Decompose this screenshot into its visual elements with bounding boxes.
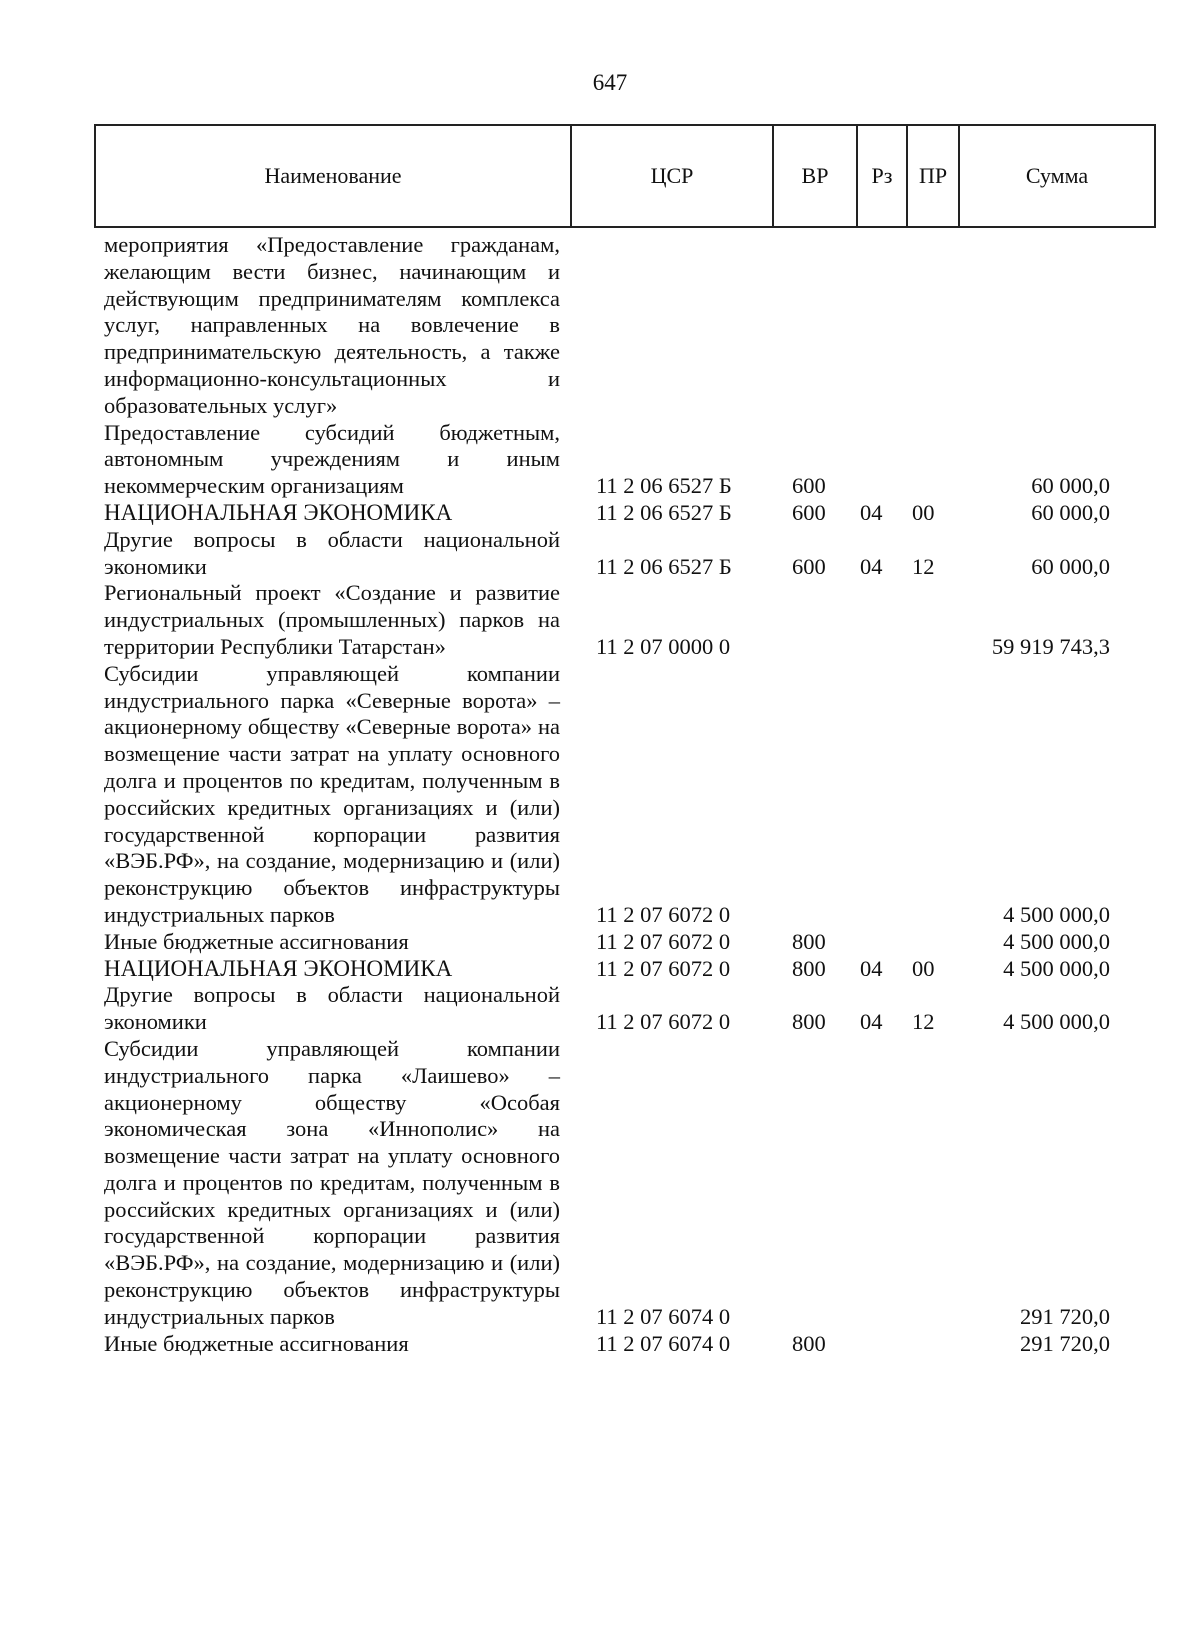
table-row (104, 956, 1164, 983)
row-pr: 12 (912, 1009, 935, 1035)
table-row (104, 1331, 1164, 1358)
table-row (104, 661, 1164, 929)
row-name: Субсидии управляющей компании индустриального парка «Северные ворота» – акционерному обществу «Северные ворота» на возмещение части затрат на уплату основного долга и процентов по кредитам, полученным в российских кредитных организациях и (или) государственной корпорации развития «ВЭБ.РФ», на создание, модернизацию и (или) реконструкцию объектов инфраструктуры индустриальных парков (104, 660, 560, 927)
row-sum: 60 000,0 (1031, 473, 1110, 499)
column-header-sum: Сумма (1025, 163, 1089, 188)
row-csr: 11 2 07 6072 0 (596, 955, 731, 981)
row-pr: 12 (912, 553, 935, 579)
row-name: Субсидии управляющей компании индустриального парка «Лаишево» – акционерному обществу «Особая экономическая зона «Иннополис» на возмещение части затрат на уплату основного долга и процентов по кредитам, полученным в российских кредитных организациях и (или) государственной корпорации развития «ВЭБ.РФ», на создание, модернизацию и (или) реконструкцию объектов инфраструктуры индустриальных парков (104, 1035, 560, 1329)
table-row (104, 982, 1164, 1036)
row-sum: 59 919 743,3 (991, 633, 1110, 659)
row-csr: 11 2 06 6527 Б (596, 499, 732, 525)
row-csr: 11 2 07 0000 0 (596, 633, 731, 659)
table-row (104, 232, 1164, 420)
row-csr: 11 2 06 6527 Б (596, 473, 732, 499)
row-pr: 00 (912, 499, 935, 525)
row-name: НАЦИОНАЛЬНАЯ ЭКОНОМИКА (104, 955, 453, 981)
table-row (104, 580, 1164, 660)
row-csr: 11 2 07 6072 0 (596, 928, 731, 954)
row-name: Предоставление субсидий бюджетным, автономным учреждениям и иным некоммерческим организациям (104, 419, 560, 499)
row-name: Другие вопросы в области национальной экономики (104, 982, 560, 1035)
row-sum: 4 500 000,0 (1003, 928, 1110, 954)
page-number: 647 (592, 70, 628, 95)
row-name: Иные бюджетные ассигнования (104, 1330, 409, 1356)
column-header-pr: ПР (908, 126, 960, 226)
table-row (104, 929, 1164, 956)
row-vr: 800 (792, 1009, 826, 1035)
column-header-vr: ВР (774, 126, 858, 226)
row-csr: 11 2 06 6527 Б (596, 553, 732, 579)
table-row (104, 500, 1164, 527)
row-rz: 04 (860, 499, 883, 525)
row-sum: 291 720,0 (1020, 1303, 1110, 1329)
table-body (104, 232, 1164, 1357)
row-vr: 600 (792, 553, 826, 579)
table-row (104, 527, 1164, 581)
row-sum: 291 720,0 (1020, 1330, 1110, 1356)
row-name: мероприятия «Предоставление гражданам, желающим вести бизнес, начинающим и действующим предпринимателям комплекса услуг, направленных на вовлечение в предпринимательскую деятельность, а также информационно-консультационных и образовательных услуг» (104, 232, 560, 418)
row-sum: 4 500 000,0 (1003, 1009, 1110, 1035)
row-rz: 04 (860, 553, 883, 579)
row-vr: 800 (792, 1330, 826, 1356)
row-vr: 600 (792, 473, 826, 499)
row-csr: 11 2 07 6074 0 (596, 1330, 731, 1356)
column-header-name: Наименование (96, 126, 572, 226)
row-vr: 800 (792, 955, 826, 981)
row-sum: 60 000,0 (1031, 553, 1110, 579)
row-rz: 04 (860, 955, 883, 981)
row-csr: 11 2 07 6072 0 (596, 901, 731, 927)
row-csr: 11 2 07 6072 0 (596, 1009, 731, 1035)
table-header (94, 124, 1156, 228)
row-name: Иные бюджетные ассигнования (104, 928, 409, 954)
row-pr: 00 (912, 955, 935, 981)
row-vr: 800 (792, 928, 826, 954)
row-rz: 04 (860, 1009, 883, 1035)
row-name: НАЦИОНАЛЬНАЯ ЭКОНОМИКА (104, 499, 453, 525)
row-vr: 600 (792, 499, 826, 525)
column-header-csr: ЦСР (572, 126, 774, 226)
table-row (104, 420, 1164, 500)
table-row (104, 1036, 1164, 1331)
column-header-rz: Рз (858, 126, 908, 226)
row-sum: 4 500 000,0 (1003, 901, 1110, 927)
row-csr: 11 2 07 6074 0 (596, 1303, 731, 1329)
row-sum: 4 500 000,0 (1003, 955, 1110, 981)
row-name: Другие вопросы в области национальной экономики (104, 526, 560, 579)
row-name: Региональный проект «Создание и развитие индустриальных (промышленных) парков на территории Республики Татарстан» (104, 580, 560, 659)
row-sum: 60 000,0 (1031, 499, 1110, 525)
